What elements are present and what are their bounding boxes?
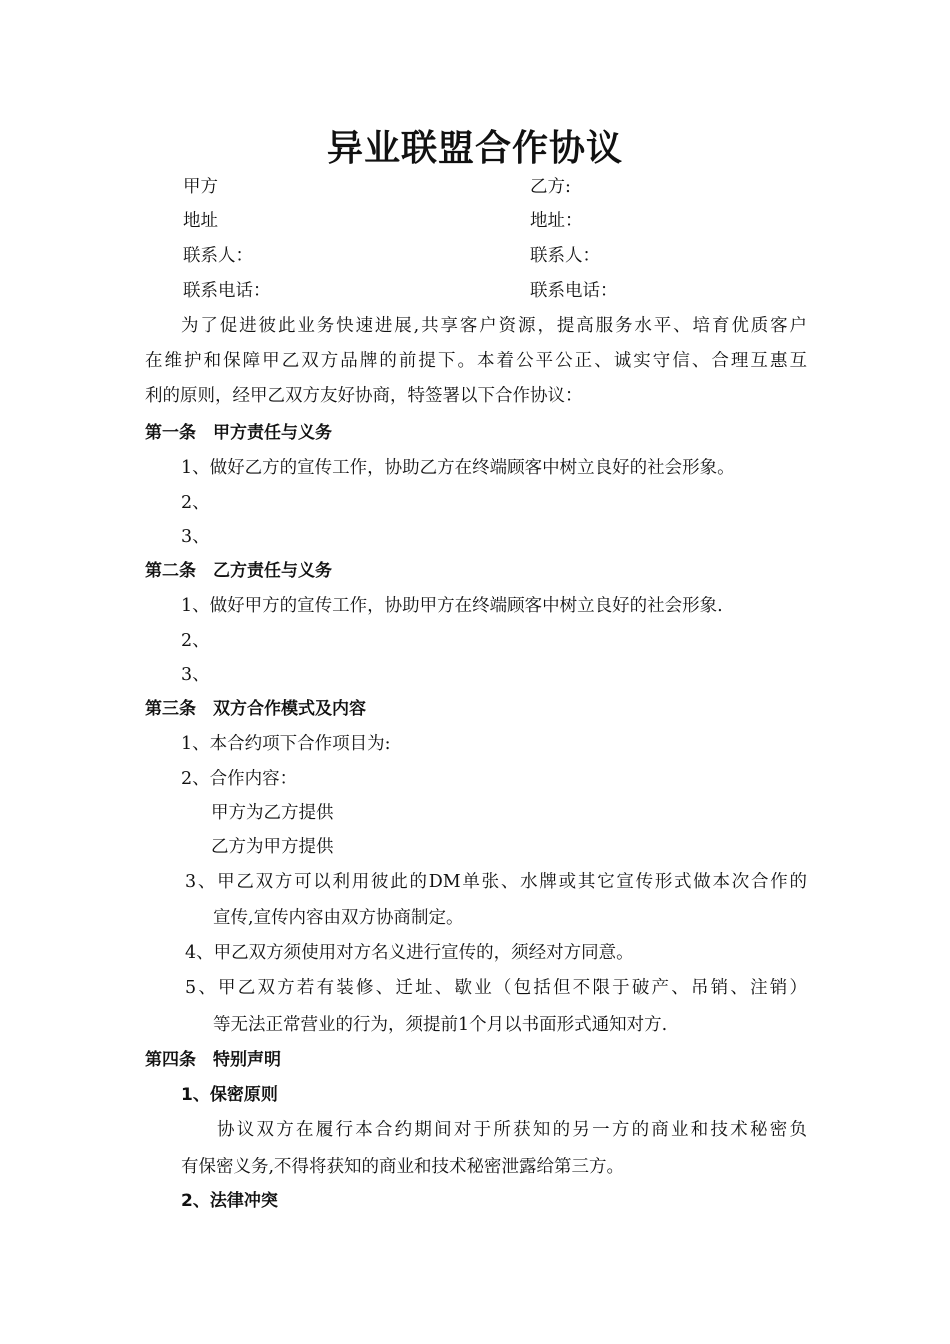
- article-3-item-2-b: 乙方为甲方提供: [211, 837, 334, 857]
- party-b-label: 乙方:: [530, 177, 571, 197]
- article-4-sub-1-heading: 1、保密原则: [181, 1085, 278, 1105]
- article-3-item-2: 2、合作内容：: [181, 769, 298, 789]
- party-b-phone: 联系电话：: [530, 281, 618, 301]
- article-3-item-4: 4、甲乙双方须使用对方名义进行宣传的，须经对方同意。: [185, 943, 634, 963]
- intro-line-2: 在维护和保障甲乙双方品牌的前提下。本着公平公正、诚实守信、合理互惠互: [145, 351, 807, 371]
- article-1-item-1: 1、做好乙方的宣传工作，协助乙方在终端顾客中树立良好的社会形象。: [181, 458, 735, 478]
- article-2-item-1: 1、做好甲方的宣传工作，协助甲方在终端顾客中树立良好的社会形象.: [181, 596, 723, 616]
- article-1-item-2: 2、: [181, 493, 210, 513]
- article-4-sub-1-line-1: 协议双方在履行本合约期间对于所获知的另一方的商业和技术秘密负: [217, 1120, 807, 1140]
- article-3-item-3-line-1: 3、甲乙双方可以利用彼此的DM单张、水牌或其它宣传形式做本次合作的: [185, 872, 807, 892]
- article-1-item-3: 3、: [181, 527, 210, 547]
- party-a-address: 地址: [183, 211, 218, 231]
- article-1-heading: 第一条 甲方责任与义务: [145, 423, 332, 443]
- article-2-item-3: 3、: [181, 665, 210, 685]
- article-3-item-5-line-1: 5、甲乙双方若有装修、迁址、歇业（包括但不限于破产、吊销、注销）: [185, 978, 807, 998]
- article-2-item-2: 2、: [181, 631, 210, 651]
- article-3-item-3-line-2: 宣传,宣传内容由双方协商制定。: [213, 908, 464, 928]
- article-3-item-5-line-2: 等无法正常营业的行为，须提前1个月以书面形式通知对方.: [213, 1015, 668, 1035]
- article-4-heading: 第四条 特别声明: [145, 1050, 281, 1070]
- article-3-item-1: 1、本合约项下合作项目为:: [181, 734, 391, 754]
- article-3-item-2-a: 甲方为乙方提供: [211, 803, 334, 823]
- intro-line-3: 利的原则，经甲乙双方友好协商，特签署以下合作协议：: [145, 386, 583, 406]
- party-a-phone: 联系电话：: [183, 281, 271, 301]
- party-b-address: 地址：: [530, 211, 583, 231]
- party-a-label: 甲方: [183, 177, 218, 197]
- intro-line-1: 为了促进彼此业务快速进展,共享客户资源，提高服务水平、培育优质客户: [181, 316, 807, 336]
- article-3-heading: 第三条 双方合作模式及内容: [145, 699, 366, 719]
- document-title: 异业联盟合作协议: [326, 128, 623, 169]
- party-b-contact: 联系人：: [530, 246, 600, 266]
- party-a-contact: 联系人：: [183, 246, 253, 266]
- article-4-sub-1-line-2: 有保密义务,不得将获知的商业和技术秘密泄露给第三方。: [181, 1157, 625, 1177]
- article-4-sub-2-heading: 2、法律冲突: [181, 1191, 278, 1211]
- article-2-heading: 第二条 乙方责任与义务: [145, 561, 332, 581]
